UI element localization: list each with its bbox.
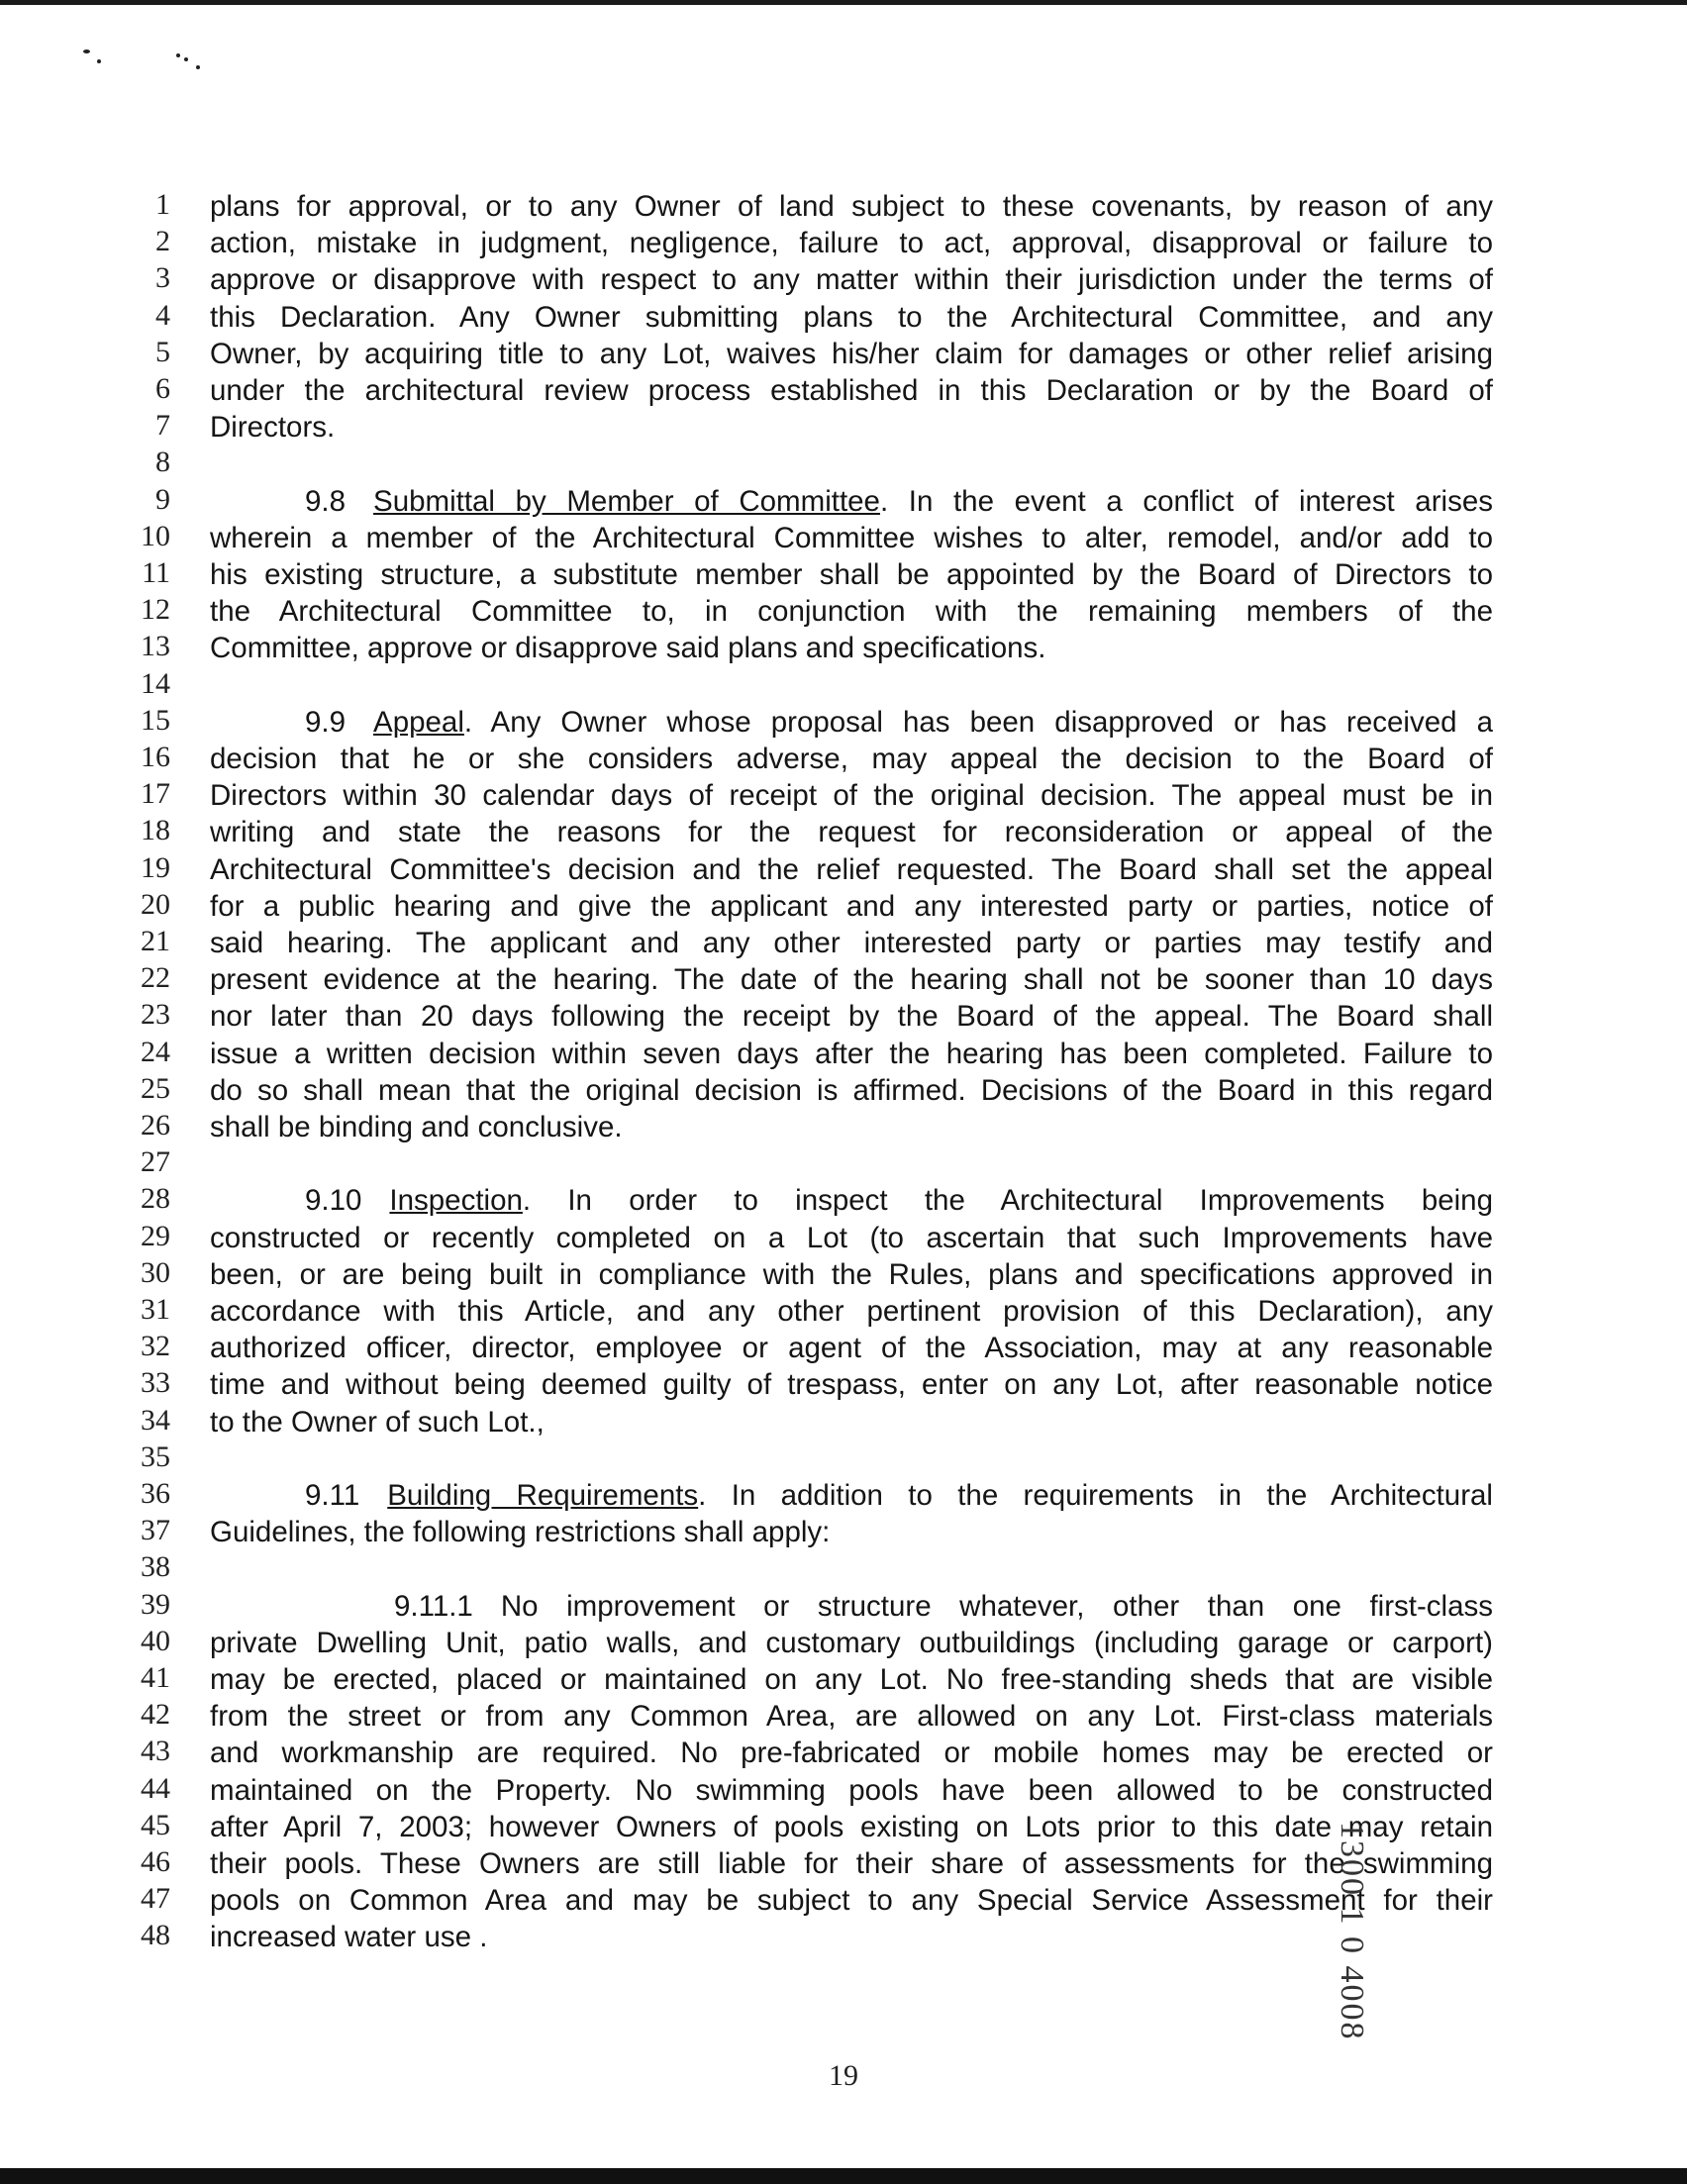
numbered-line xyxy=(0,1218,1687,1255)
text-line: Guidelines, the following restrictions shall apply: xyxy=(210,1516,831,1549)
text-line: this Declaration. Any Owner submitting plans to the Architectural Committee, and any xyxy=(210,300,1493,334)
numbered-line xyxy=(0,1402,1687,1439)
text-line: the Architectural Committee to, in conjunction with the remaining members of the xyxy=(210,595,1493,629)
line-number: 12 xyxy=(141,593,170,627)
numbered-line xyxy=(0,1291,1687,1329)
numbered-line xyxy=(0,739,1687,776)
line-number: 11 xyxy=(142,556,170,589)
text-line: plans for approval, or to any Owner of land subject to these covenants, by reason of any xyxy=(210,190,1493,223)
text-line: shall be binding and conclusive. xyxy=(210,1111,623,1143)
scan-speck xyxy=(176,53,180,57)
section-number: 9.11.1 xyxy=(394,1589,473,1623)
section-title: Inspection xyxy=(389,1184,523,1218)
numbered-line xyxy=(0,444,1687,481)
line-number: 19 xyxy=(141,850,170,884)
text-line: his existing structure, a substitute member shall be appointed by the Board of Directors to xyxy=(210,558,1493,591)
line-number: 1 xyxy=(155,188,170,221)
numbered-line xyxy=(0,1770,1687,1808)
numbered-line xyxy=(0,1512,1687,1549)
section-first-line-text: . Any Owner whose proposal has been disapproved or has received a xyxy=(463,705,1493,739)
section-title: Building Requirements xyxy=(387,1479,699,1512)
numbered-line xyxy=(0,1439,1687,1476)
line-number: 30 xyxy=(141,1255,170,1289)
numbered-line xyxy=(0,591,1687,629)
numbered-line xyxy=(0,1623,1687,1660)
scan-speck xyxy=(97,59,101,63)
numbered-line xyxy=(0,1070,1687,1108)
section-title: Submittal by Member of Committee xyxy=(373,484,880,518)
line-number: 36 xyxy=(141,1477,170,1510)
numbered-line xyxy=(0,1107,1687,1144)
text-line: accordance with this Article, and any other pertinent provision of this Declaration), any xyxy=(210,1295,1493,1328)
text-line: time and without being deemed guilty of trespass, enter on any Lot, after reasonable notice xyxy=(210,1368,1493,1402)
scan-speck xyxy=(184,57,188,61)
text-line: Architectural Committee's decision and the relief requested. The Board shall set the appeal xyxy=(210,852,1493,886)
section-number: 9.11 xyxy=(305,1479,360,1512)
line-number: 39 xyxy=(141,1587,170,1621)
section-first-line-text: No improvement or structure whatever, other than one first-class xyxy=(500,1589,1493,1623)
line-number: 40 xyxy=(141,1624,170,1657)
numbered-line xyxy=(0,1586,1687,1624)
numbered-line xyxy=(0,1807,1687,1844)
line-number: 35 xyxy=(141,1439,170,1473)
numbered-line xyxy=(0,812,1687,849)
line-number: 18 xyxy=(141,814,170,847)
section-first-line xyxy=(305,1477,1493,1515)
numbered-line xyxy=(0,259,1687,297)
text-line: Committee, approve or disapprove said plans and specifications. xyxy=(210,632,1046,665)
numbered-line xyxy=(0,1254,1687,1292)
numbered-line xyxy=(0,370,1687,408)
line-number: 13 xyxy=(141,630,170,663)
numbered-line xyxy=(0,996,1687,1034)
numbered-line xyxy=(0,702,1687,740)
scan-speck xyxy=(196,65,200,69)
line-number: 41 xyxy=(141,1661,170,1694)
line-number: 26 xyxy=(141,1109,170,1142)
text-line: do so shall mean that the original decision is affirmed. Decisions of the Board in this regard xyxy=(210,1073,1493,1107)
text-line: present evidence at the hearing. The date of the hearing shall not be sooner than 10 days xyxy=(210,963,1493,997)
line-number: 32 xyxy=(141,1330,170,1363)
section-number: 9.10 xyxy=(305,1184,362,1218)
numbered-line xyxy=(0,1328,1687,1365)
section-title: Appeal xyxy=(373,705,464,739)
text-line: action, mistake in judgment, negligence, failure to act, approval, disapproval or failure to xyxy=(210,227,1493,260)
text-line: from the street or from any Common Area, are allowed on any Lot. First-class materials xyxy=(210,1700,1493,1734)
text-line: increased water use . xyxy=(210,1921,488,1954)
numbered-line xyxy=(0,1364,1687,1402)
line-number: 7 xyxy=(155,409,170,443)
numbered-line xyxy=(0,628,1687,665)
numbered-line xyxy=(0,1143,1687,1181)
text-line: after April 7, 2003; however Owners of pools existing on Lots prior to this date may retain xyxy=(210,1810,1493,1843)
section-first-line xyxy=(305,704,1493,742)
line-number: 43 xyxy=(141,1735,170,1768)
line-number: 24 xyxy=(141,1035,170,1068)
line-number: 23 xyxy=(141,998,170,1032)
numbered-line xyxy=(0,849,1687,887)
numbered-line xyxy=(0,665,1687,703)
line-number: 33 xyxy=(141,1366,170,1400)
line-number: 8 xyxy=(155,446,170,479)
text-line: Owner, by acquiring title to any Lot, waives his/her claim for damages or other relief arising xyxy=(210,337,1493,370)
section-number: 9.9 xyxy=(305,705,347,739)
numbered-line xyxy=(0,1475,1687,1513)
line-number: 47 xyxy=(141,1882,170,1916)
line-number: 20 xyxy=(141,887,170,921)
text-line: authorized officer, director, employee or agent of the Association, may at any reasonable xyxy=(210,1332,1493,1365)
numbered-line xyxy=(0,481,1687,519)
numbered-line xyxy=(0,518,1687,555)
line-number: 15 xyxy=(141,703,170,737)
line-number: 9 xyxy=(155,482,170,516)
line-number: 5 xyxy=(155,335,170,368)
text-line: wherein a member of the Architectural Committee wishes to alter, remodel, and/or add to xyxy=(210,521,1493,554)
numbered-line xyxy=(0,1548,1687,1586)
line-number: 28 xyxy=(141,1182,170,1216)
text-line: nor later than 20 days following the receipt by the Board of the appeal. The Board shall xyxy=(210,1000,1493,1034)
text-line: Directors. xyxy=(210,411,336,445)
text-line: under the architectural review process established in this Declaration or by the Board of xyxy=(210,374,1493,407)
text-line: decision that he or she considers adverse, may appeal the decision to the Board of xyxy=(210,743,1493,775)
line-number: 45 xyxy=(141,1808,170,1841)
scan-speck xyxy=(83,50,90,53)
line-number: 29 xyxy=(141,1219,170,1252)
section-first-line-text: . In order to inspect the Architectural Improvements being xyxy=(522,1184,1493,1218)
text-line: to the Owner of such Lot., xyxy=(210,1405,545,1439)
line-number: 3 xyxy=(155,261,170,295)
text-line: been, or are being built in compliance with the Rules, plans and specifications approved in xyxy=(210,1257,1493,1291)
numbered-line xyxy=(0,334,1687,371)
text-line: their pools. These Owners are still liable for their share of assessments for the swimming xyxy=(210,1847,1493,1880)
line-number: 37 xyxy=(141,1514,170,1547)
section-first-line xyxy=(305,1182,1493,1220)
numbered-line xyxy=(0,297,1687,335)
bottom-scan-edge xyxy=(0,2168,1687,2184)
numbered-line xyxy=(0,775,1687,813)
line-number: 10 xyxy=(141,519,170,552)
line-number: 27 xyxy=(141,1145,170,1179)
text-line: said hearing. The applicant and any other interested party or parties may testify and xyxy=(210,927,1493,959)
numbered-line xyxy=(0,886,1687,924)
line-number: 44 xyxy=(141,1771,170,1805)
section-first-line-text: . In addition to the requirements in the Architectural xyxy=(698,1479,1493,1512)
page-number: 19 xyxy=(829,2059,858,2092)
numbered-line xyxy=(0,1034,1687,1071)
numbered-line xyxy=(0,186,1687,224)
section-number: 9.8 xyxy=(305,484,347,518)
line-number: 2 xyxy=(155,225,170,258)
line-number: 42 xyxy=(141,1698,170,1732)
text-line: approve or disapprove with respect to any matter within their jurisdiction under the terms of xyxy=(210,263,1493,297)
text-line: and workmanship are required. No pre-fabricated or mobile homes may be erected or xyxy=(210,1737,1493,1770)
line-number: 48 xyxy=(141,1919,170,1952)
line-number: 6 xyxy=(155,372,170,405)
text-line: writing and state the reasons for the request for reconsideration or appeal of the xyxy=(210,816,1493,849)
line-number: 46 xyxy=(141,1845,170,1878)
document-stamp: 1300 1 0 4008 xyxy=(1334,1822,1370,2041)
line-number: 17 xyxy=(141,777,170,811)
text-line: issue a written decision within seven days after the hearing has been completed. Failure to xyxy=(210,1037,1493,1070)
line-number: 16 xyxy=(141,741,170,773)
numbered-line xyxy=(0,959,1687,997)
numbered-line xyxy=(0,1180,1687,1218)
line-number: 14 xyxy=(141,666,170,700)
numbered-line xyxy=(0,554,1687,592)
line-number: 21 xyxy=(141,925,170,957)
text-line: may be erected, placed or maintained on any Lot. No free-standing sheds that are visible xyxy=(210,1663,1493,1696)
numbered-line xyxy=(0,1917,1687,1954)
section-first-line xyxy=(394,1588,1493,1626)
numbered-line xyxy=(0,223,1687,260)
text-line: constructed or recently completed on a Lot (to ascertain that such Improvements have xyxy=(210,1221,1493,1254)
text-line: private Dwelling Unit, patio walls, and customary outbuildings (including garage or carport) xyxy=(210,1626,1493,1659)
numbered-line xyxy=(0,1696,1687,1734)
text-line: maintained on the Property. No swimming pools have been allowed to be constructed xyxy=(210,1773,1493,1807)
line-number: 25 xyxy=(141,1071,170,1105)
line-number: 4 xyxy=(155,298,170,332)
line-number: 38 xyxy=(141,1550,170,1584)
line-number: 34 xyxy=(141,1403,170,1437)
text-line: Directors within 30 calendar days of receipt of the original decision. The appeal must be in xyxy=(210,779,1493,813)
section-first-line xyxy=(305,483,1493,521)
section-first-line-text: . In the event a conflict of interest arises xyxy=(879,484,1494,518)
numbered-line xyxy=(0,1880,1687,1918)
text-line: pools on Common Area and may be subject to any Special Service Assessment for their xyxy=(210,1884,1493,1918)
numbered-line xyxy=(0,923,1687,960)
numbered-line xyxy=(0,1733,1687,1770)
top-scan-edge xyxy=(0,0,1687,5)
numbered-line xyxy=(0,1843,1687,1881)
text-line: for a public hearing and give the applicant and any interested party or parties, notice of xyxy=(210,889,1493,923)
line-number: 31 xyxy=(141,1293,170,1326)
line-number: 22 xyxy=(141,961,170,995)
numbered-line xyxy=(0,407,1687,445)
numbered-line xyxy=(0,1659,1687,1697)
